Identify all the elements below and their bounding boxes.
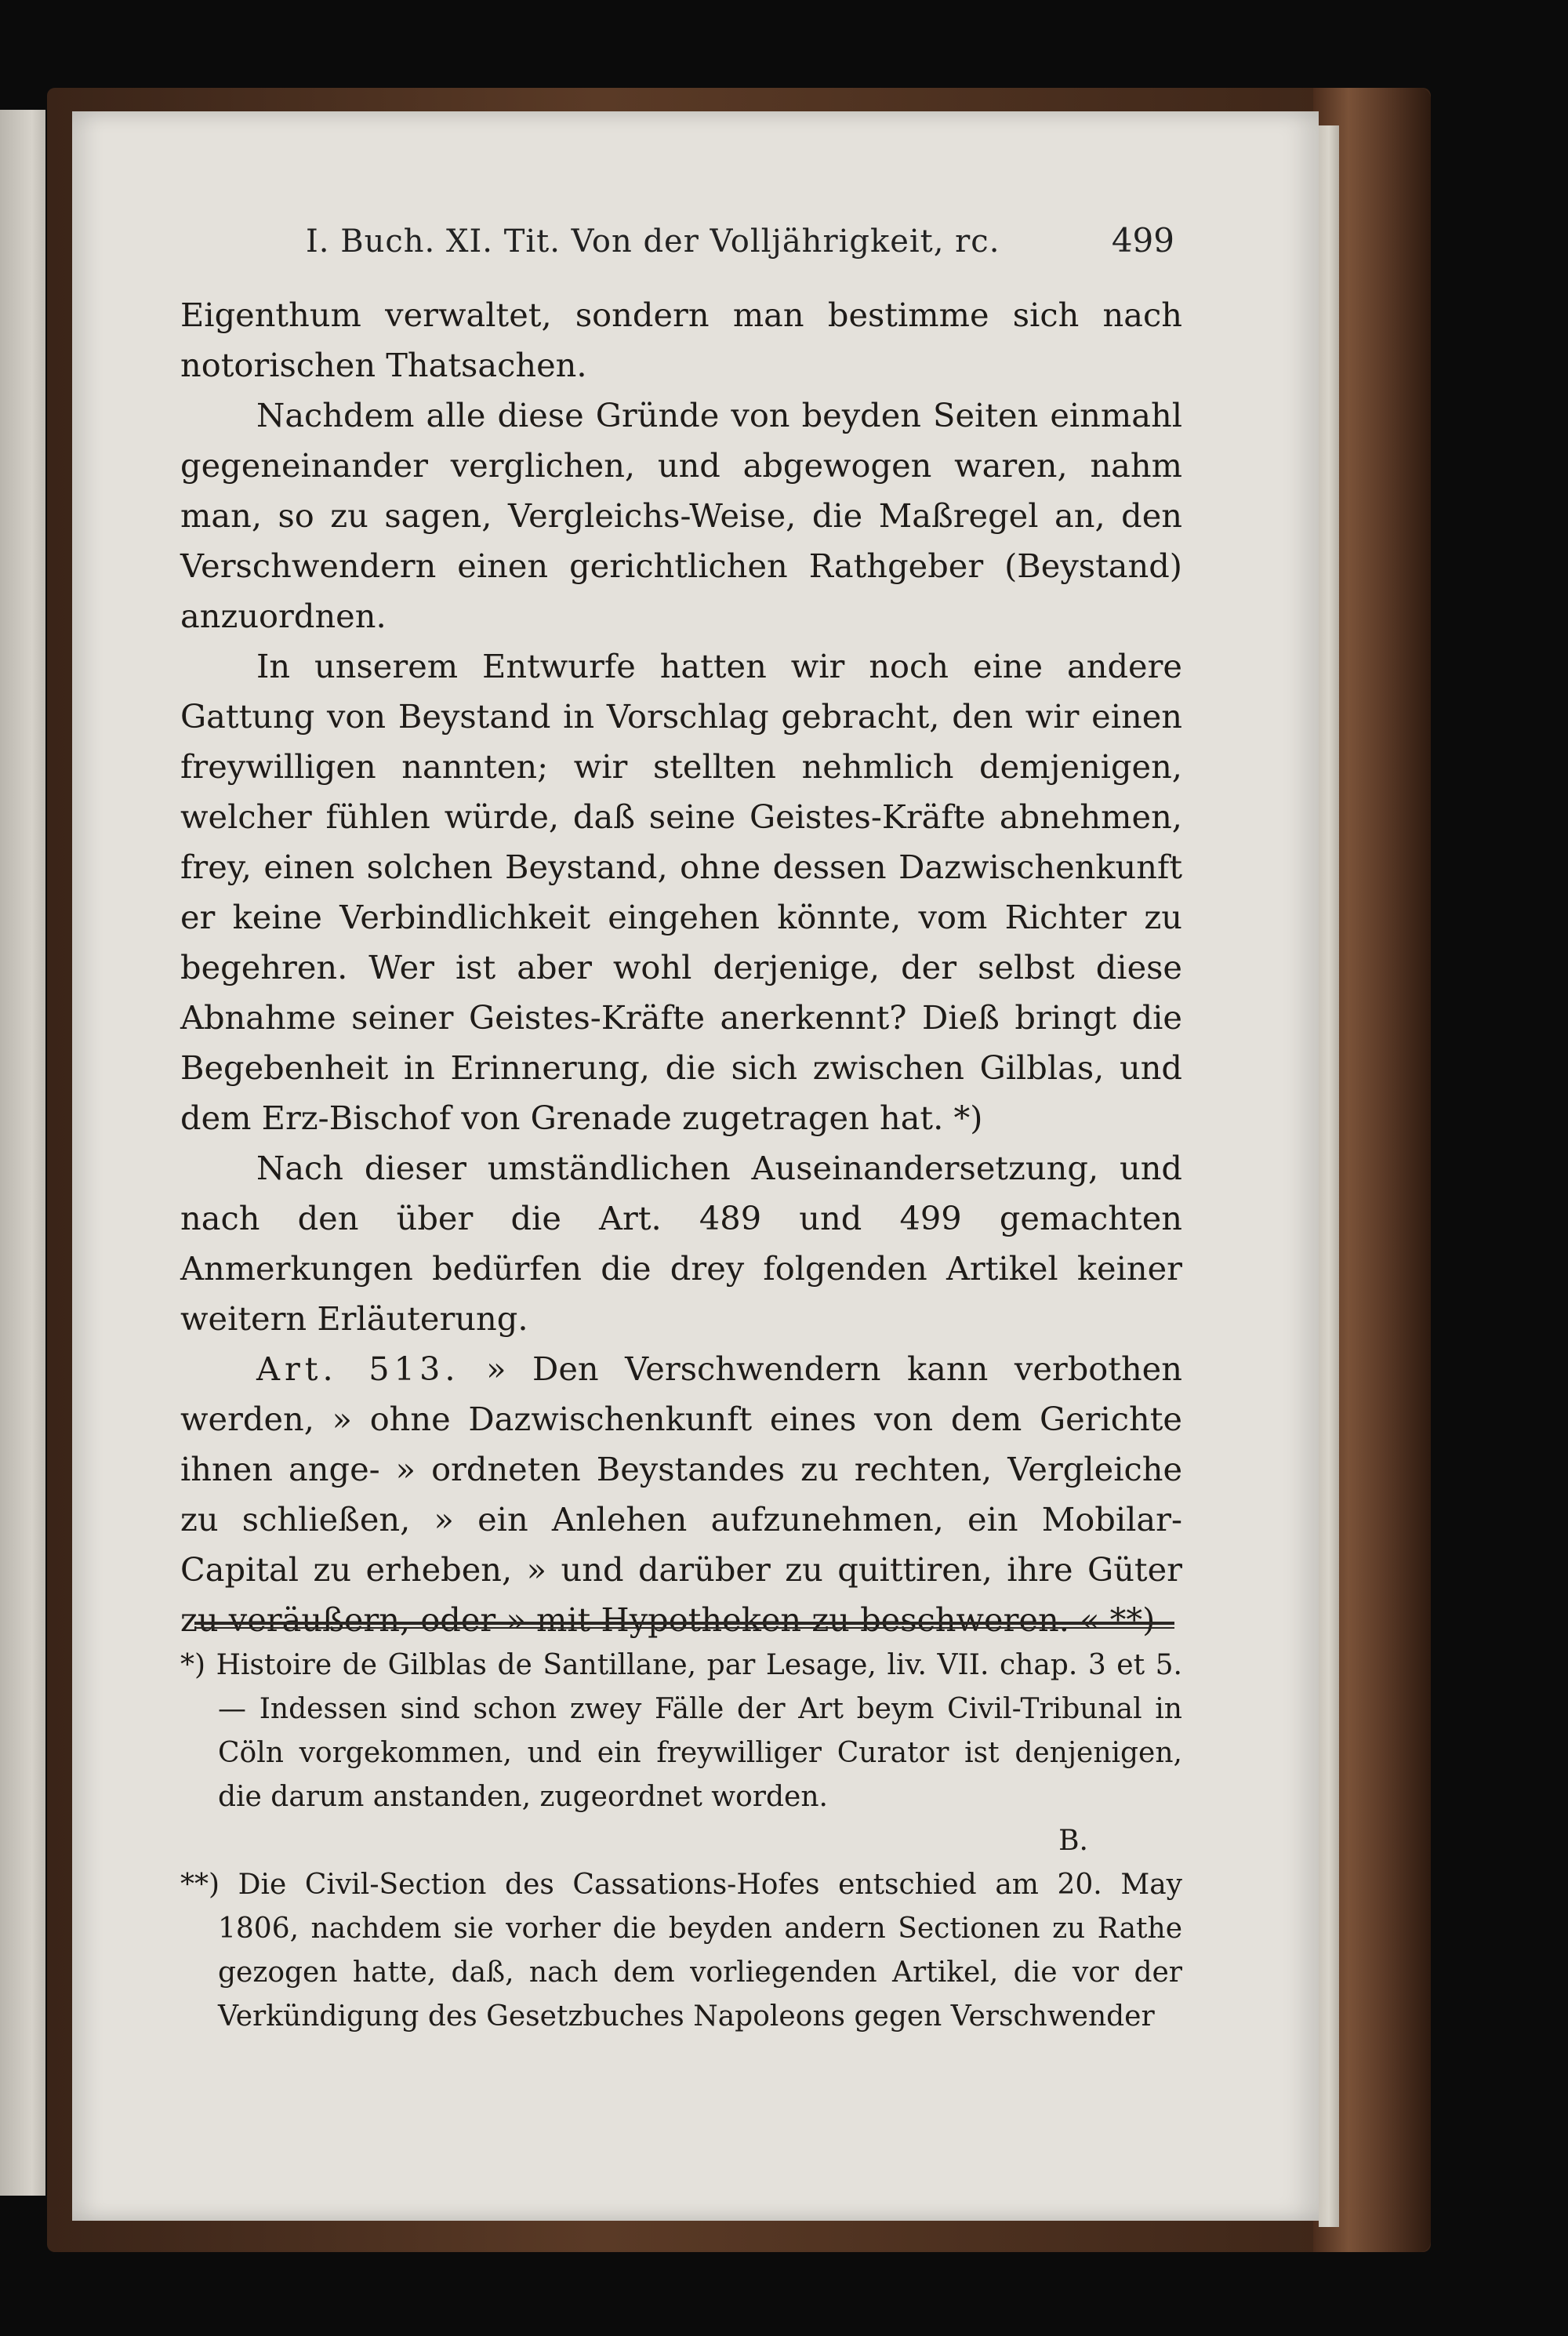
main-text [180,290,1182,1645]
footnote-2: **) Die Civil-Section des Cassations-Hofes entschied am 20. May 1806, nachdem sie vorher die beyden andern Sectionen zu Rathe gezogen hatte, daß, nach dem vorliegenden Artikel, die vor der Verkündigung des Gesetzbuches Napoleons gegen Verschwender [180,1869,1182,2033]
paragraph-4: Nach dieser umständlichen Auseinandersetzung, und nach den über die Art. 489 und 499 gemachten Anmerkungen bedürfen die drey folgenden Artikel keiner weitern Erläuterung. [180,1149,1182,1338]
page-number: 499 [1111,221,1174,260]
paragraph-1: Eigenthum verwaltet, sondern man bestimme sich nach notorischen Thatsachen. [180,296,1182,384]
article-label: Art. 513. [256,1350,460,1388]
footnote-1: *) Histoire de Gilblas de Santillane, par Lesage, liv. VII. chap. 3 et 5. — Indessen sind schon zwey Fälle der Art beym Civil-Tribunal in Cöln vorgekommen, und ein freywilliger Curator ist denjenigen, die darum anstanden, zugeordnet worden. [180,1649,1182,1813]
paragraph-2: Nachdem alle diese Gründe von beyden Seiten einmahl gegeneinander verglichen, und abgewogen waren, nahm man, so zu sagen, Vergleichs-Weise, die Maßregel an, den Verschwendern einen gerichtlichen Rathgeber (Beystand) anzuordnen. [180,396,1182,635]
running-title: I. Buch. XI. Tit. Von der Volljährigkeit, rc. [306,223,1000,260]
page-stack-edge [1319,125,1339,2227]
footnote-rule [194,1622,1174,1629]
footnote-1-signature: B. [1058,1825,1088,1857]
paragraph-3: In unserem Entwurfe hatten wir noch eine andere Gattung von Beystand in Vorschlag gebracht, den wir einen freywilligen nannten; wir stellten nehmlich demjenigen, welcher fühlen würde, daß seine Geistes-Kräfte abnehmen, frey, einen solchen Beystand, ohne dessen Dazwischenkunft er keine Verbindlichkeit eingehen könnte, vom Richter zu begehren. Wer ist aber wohl derjenige, der selbst diese Abnahme seiner Geistes-Kräfte anerkennt? Dieß bringt die Begebenheit in Erinnerung, die sich zwischen Gilblas, und dem Erz-Bischof von Grenade zugetragen hat. *) [180,647,1182,1137]
running-header [306,221,1174,260]
facing-page-edge [0,110,45,2196]
article-513 [180,1344,1182,1645]
article-text: » Den Verschwendern kann verbothen werden, » ohne Dazwischenkunft eines von dem Gerichte ihnen ange- » ordneten Beystandes zu rechten, Vergleiche zu schließen, » ein Anlehen aufzunehmen, ein Mobilar-Capital zu erheben, » und darüber zu quittiren, ihre Güter zu veräußern, oder » mit Hypotheken zu beschweren. « **) [180,1350,1182,1639]
footnotes [180,1644,1182,2039]
